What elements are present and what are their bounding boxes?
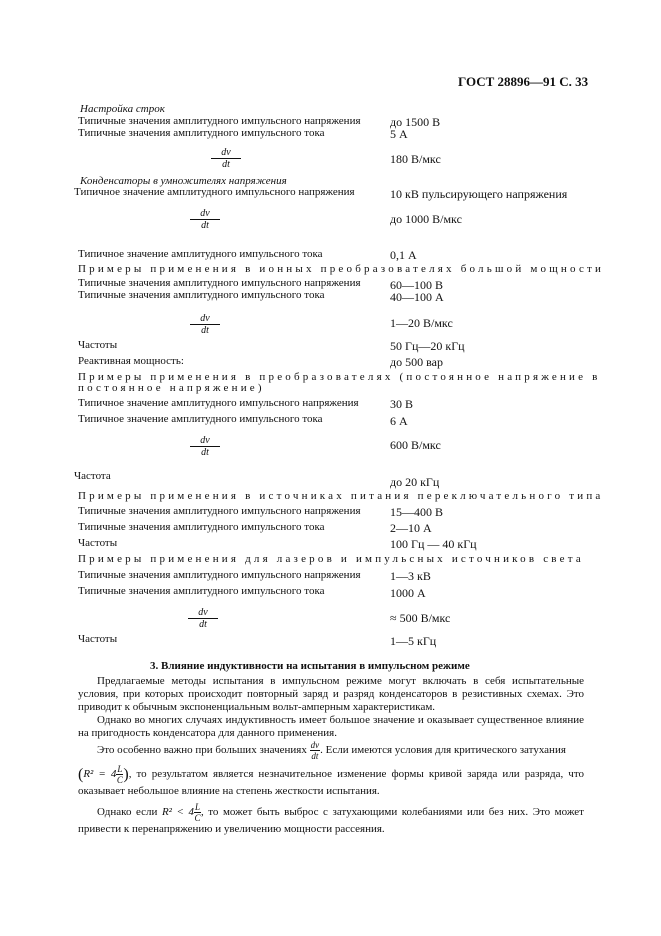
param-label: Частота [74,470,111,482]
param-value: 15—400 В [390,505,444,519]
formula-text: R² = 4 [83,768,117,781]
formula-text: R² < 4 [161,806,194,819]
param-value: 100 Гц — 40 кГц [390,537,477,551]
param-label: Типичные значения амплитудного импульсного напряжения [78,505,361,517]
param-value: 1—20 В/мкс [390,316,453,330]
param-label: Частоты [78,633,118,645]
param-value: 40—100 А [390,290,444,304]
block-heading: Примеры применения в источниках питания переключательного типа [78,490,604,502]
dv-dt-fraction: $\frac{dv}{dt}$ [190,208,220,231]
block-heading: Примеры применения в преобразователях (постоянное напряжение в [78,371,601,383]
param-value: до 1500 В [390,115,441,129]
l-over-c-fraction: $\frac{L}{C}$ [194,802,201,823]
l-over-c-fraction: $\frac{L}{C}$ [116,764,123,785]
param-label: Типичное значение амплитудного импульсного напряжения [74,186,355,198]
param-label: Реактивная мощность: [78,355,184,367]
paragraph: Однако во многих случаях индуктивность имеет большое значение и оказывает существенное влияние на пригодность конденсатора для данного применения. [78,714,584,739]
param-value: 10 кВ пульсирующего напряжения [390,187,568,201]
block-heading-cont: постоянное напряжение) [78,382,265,394]
dv-dt-fraction: $\frac{dv}{dt}$ [190,435,220,458]
param-value: 600 В/мкс [390,438,441,452]
param-value: до 20 кГц [390,475,440,489]
section-title: 3. Влияние индуктивности на испытания в импульсном режиме [150,660,470,672]
param-value: 1000 А [390,586,426,600]
block-heading: Конденсаторы в умножителях напряжения [80,175,287,187]
param-value: 1—5 кГц [390,634,437,648]
paragraph-critical-damping: (R² = 4 $\frac{L}{C}$ ), то результатом является незначительное изменение формы кривой заряда или разряда, что оказывает небольшое влияние на степень жесткости испытания. [78,764,584,797]
dv-dt-fraction: $\frac{dv}{dt}$ [211,147,241,170]
param-value: до 1000 В/мкс [390,212,462,226]
param-label: Типичное значение амплитудного импульсного тока [78,248,323,260]
param-value: 0,1 А [390,248,417,262]
block-heading: Примеры применения в ионных преобразователях большой мощности [78,263,605,275]
param-value: ≈ 500 В/мкс [390,611,451,625]
param-label: Типичное значение амплитудного импульсного напряжения [78,397,359,409]
param-label: Частоты [78,537,118,549]
param-value: 2—10 А [390,521,432,535]
paragraph: Предлагаемые методы испытания в импульсном режиме могут включать в себя испытательные условия, при которых происходит повторный заряд и разряд конденсаторов в резистивных схемах. Это приводит к обычным экспоненциальным вольт-амперным характеристикам. [78,675,584,713]
dv-dt-inline-fraction: $\frac{dv}{dt}$ [310,740,320,761]
param-value: 6 А [390,414,408,428]
param-label: Типичные значения амплитудного импульсного тока [78,127,325,139]
paragraph-dvdt: Это особенно важно при больших значениях $\frac{dv}{dt}$ . Если имеются условия для критического затухания [97,740,566,761]
paragraph-overshoot: Однако если R² < 4 $\frac{L}{C}$ , то может быть выброс с затухающими колебаниями или без них. Это может привести к перенапряжению и увеличению мощности рассеяния. [78,802,584,835]
param-value: 180 В/мкс [390,152,441,166]
param-value: 30 В [390,397,414,411]
block-heading: Настройка строк [80,103,165,115]
dv-dt-fraction: $\frac{dv}{dt}$ [190,313,220,336]
param-label: Типичные значения амплитудного импульсного тока [78,289,325,301]
param-label: Типичные значения амплитудного импульсного тока [78,521,325,533]
param-label: Типичные значения амплитудного импульсного тока [78,585,325,597]
param-label: Типичные значения амплитудного импульсного напряжения [78,277,361,289]
param-label: Типичные значения амплитудного импульсного напряжения [78,115,361,127]
param-label: Частоты [78,339,118,351]
dv-dt-fraction: $\frac{dv}{dt}$ [188,607,218,630]
param-value: 60—100 В [390,278,444,292]
page-header: ГОСТ 28896—91 С. 33 [458,74,589,89]
param-label: Типичные значения амплитудного импульсного напряжения [78,569,361,581]
param-value: 5 А [390,127,408,141]
param-label: Типичное значение амплитудного импульсного тока [78,413,323,425]
param-value: до 500 вар [390,355,443,369]
param-value: 50 Гц—20 кГц [390,339,465,353]
param-value: 1—3 кВ [390,569,431,583]
block-heading: Примеры применения для лазеров и импульсных источников света [78,553,584,565]
